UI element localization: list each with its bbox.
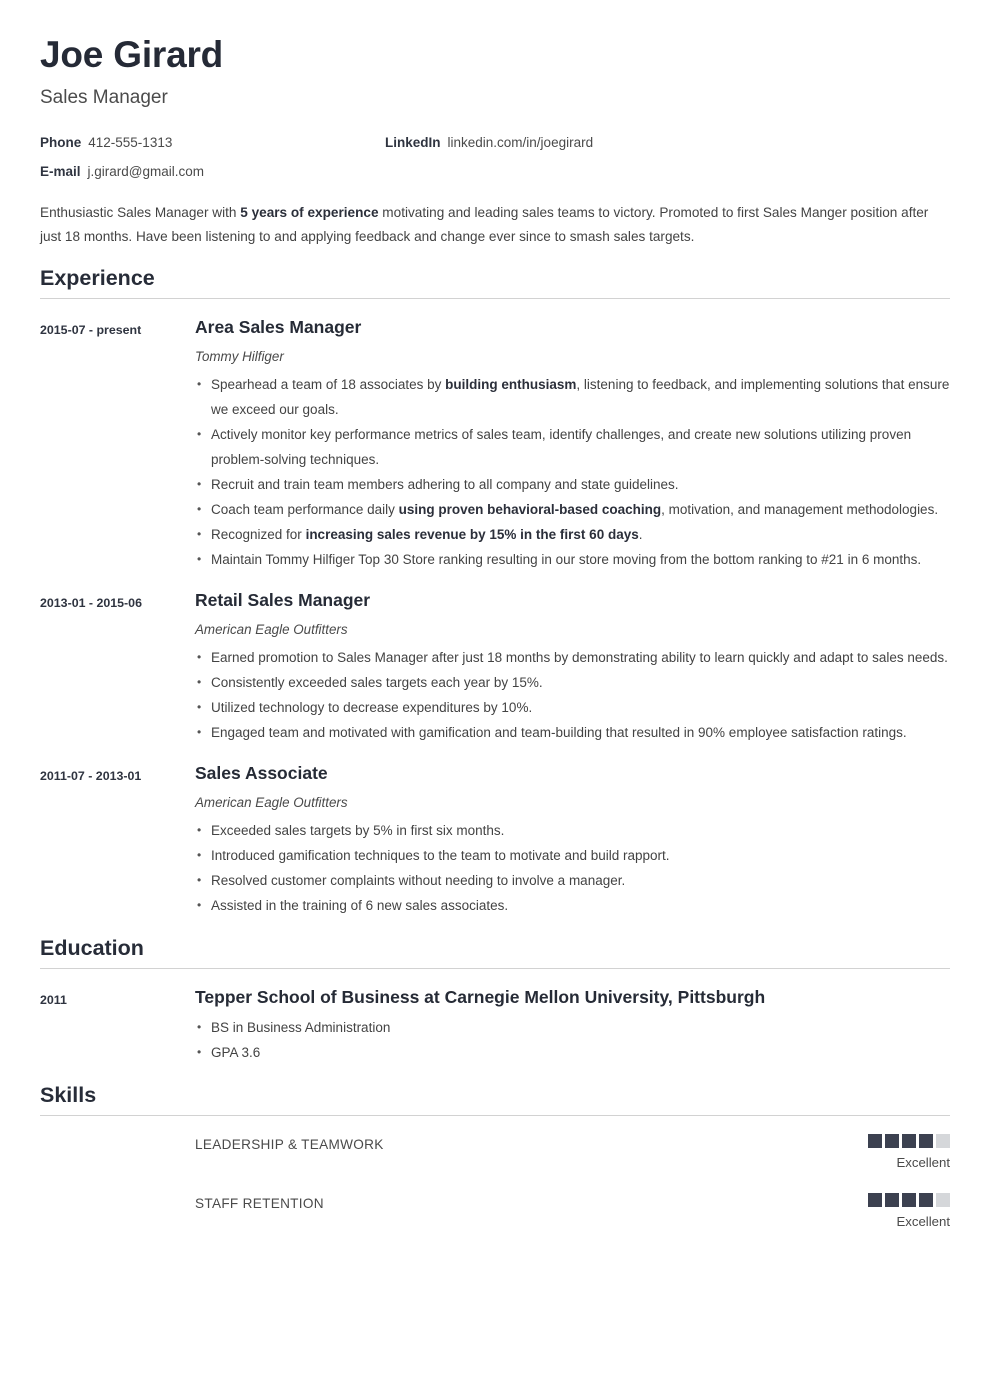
bullet-item: • Spearhead a team of 18 associates by building enthusiasm, listening to feedback, and implementing solutions that ensure we exceed our goals.	[195, 373, 950, 423]
experience-entries	[40, 317, 950, 919]
rating-level-label: Excellent	[896, 1213, 950, 1229]
section-divider	[40, 298, 950, 299]
contact-label: Phone	[40, 135, 82, 151]
entry-title: Sales Associate	[195, 763, 328, 784]
rating-square-filled	[902, 1134, 916, 1148]
bullet-item: • GPA 3.6	[195, 1041, 950, 1066]
bullet-item: • Recruit and train team members adhering to all company and state guidelines.	[195, 473, 950, 498]
contact-value[interactable]: j.girard@gmail.com	[87, 164, 204, 180]
section-title-experience: Experience	[40, 266, 155, 291]
entry-company: American Eagle Outfitters	[195, 794, 348, 810]
resume-entry	[40, 987, 950, 1066]
contact-linkedin[interactable]	[385, 135, 593, 150]
rating-square-filled	[919, 1193, 933, 1207]
contact-row	[40, 135, 950, 150]
emphasis: building enthusiasm	[445, 377, 577, 393]
contact-label: LinkedIn	[385, 135, 441, 151]
rating-square-filled	[885, 1193, 899, 1207]
bullet-item: • Introduced gamification techniques to the team to motivate and build rapport.	[195, 844, 950, 869]
contact-phone	[40, 135, 385, 150]
skill-inner	[195, 1134, 950, 1171]
entry-bullet-list	[195, 819, 950, 919]
contact-email[interactable]	[40, 164, 385, 179]
section-education	[40, 936, 950, 1066]
section-title-skills: Skills	[40, 1082, 97, 1107]
rating-squares	[868, 1193, 950, 1207]
bullet-item: • Utilized technology to decrease expenditures by 10%.	[195, 696, 950, 721]
section-skills	[40, 1083, 950, 1229]
contact-label: E-mail	[40, 164, 81, 180]
bullet-item: • Maintain Tommy Hilfiger Top 30 Store ranking resulting in our store moving from the bottom ranking to #21 in 6 months.	[195, 548, 950, 573]
education-entries	[40, 987, 950, 1066]
entry-date: 2015-07 - present	[40, 322, 142, 337]
entry-body	[195, 590, 950, 746]
resume-entry	[40, 317, 950, 573]
bullet-item: • Actively monitor key performance metrics of sales team, identify challenges, and create new solutions utilizing proven problem-solving techniques.	[195, 423, 950, 473]
skill-inner	[195, 1193, 950, 1230]
rating-square-empty	[936, 1193, 950, 1207]
skill-row	[40, 1193, 950, 1230]
candidate-job-title: Sales Manager	[40, 86, 168, 108]
entry-date: 2011	[40, 993, 67, 1008]
bullet-item: • Recognized for increasing sales revenue by 15% in the first 60 days.	[195, 523, 950, 548]
bullet-item: • Exceeded sales targets by 5% in first six months.	[195, 819, 950, 844]
rating-square-filled	[885, 1134, 899, 1148]
rating-square-filled	[902, 1193, 916, 1207]
resume-header	[40, 34, 950, 248]
rating-square-filled	[919, 1134, 933, 1148]
bullet-item: • Resolved customer complaints without needing to involve a manager.	[195, 869, 950, 894]
entry-company: Tommy Hilfiger	[195, 348, 284, 364]
rating-square-empty	[936, 1134, 950, 1148]
bullet-item: • BS in Business Administration	[195, 1016, 950, 1041]
entry-bullet-list	[195, 646, 950, 746]
resume-entry	[40, 590, 950, 746]
skill-name: LEADERSHIP & TEAMWORK	[195, 1136, 384, 1152]
rating-squares	[868, 1134, 950, 1148]
section-divider	[40, 968, 950, 969]
section-divider	[40, 1115, 950, 1116]
contact-value: 412-555-1313	[88, 135, 173, 151]
contact-row	[40, 164, 950, 179]
bullet-item: • Assisted in the training of 6 new sales associates.	[195, 894, 950, 919]
rating-square-filled	[868, 1134, 882, 1148]
skill-row	[40, 1134, 950, 1171]
section-title-education: Education	[40, 936, 144, 961]
bullet-item: • Engaged team and motivated with gamification and team-building that resulted in 90% employee satisfaction ratings.	[195, 721, 950, 746]
entry-bullet-list	[195, 1016, 950, 1066]
emphasis: 5 years of experience	[240, 205, 379, 221]
resume-entry	[40, 763, 950, 919]
entry-body	[195, 763, 950, 919]
rating-square-filled	[868, 1193, 882, 1207]
entry-bullet-list	[195, 373, 950, 573]
professional-summary: Enthusiastic Sales Manager with 5 years of experience motivating and leading sales teams to victory. Promoted to first Sales Manger position after just 18 months. Have been listening to and applying feedback and change ever since to smash sales targets.	[40, 205, 929, 244]
skills-list	[40, 1134, 950, 1230]
entry-body	[195, 987, 950, 1066]
contact-details	[40, 135, 950, 179]
skill-rating	[868, 1193, 950, 1230]
emphasis: increasing sales revenue by 15% in the first 60 days	[305, 527, 639, 542]
bullet-item: • Earned promotion to Sales Manager after just 18 months by demonstrating ability to learn quickly and adapt to sales needs.	[195, 646, 950, 671]
entry-company: American Eagle Outfitters	[195, 621, 348, 637]
rating-level-label: Excellent	[896, 1154, 950, 1170]
skill-rating	[868, 1134, 950, 1171]
emphasis: using proven behavioral-based coaching	[398, 502, 662, 518]
entry-date: 2011-07 - 2013-01	[40, 769, 142, 784]
skill-name: STAFF RETENTION	[195, 1195, 324, 1211]
bullet-item: • Consistently exceeded sales targets each year by 15%.	[195, 671, 950, 696]
entry-title: Tepper School of Business at Carnegie Mellon University, Pittsburgh	[195, 987, 766, 1008]
contact-value[interactable]: linkedin.com/in/joegirard	[447, 135, 594, 151]
entry-title: Retail Sales Manager	[195, 589, 371, 610]
entry-title: Area Sales Manager	[195, 316, 362, 337]
entry-date: 2013-01 - 2015-06	[40, 595, 142, 610]
section-experience	[40, 266, 950, 919]
bullet-item: • Coach team performance daily using proven behavioral-based coaching, motivation, and management methodologies.	[195, 498, 950, 523]
candidate-name: Joe Girard	[40, 34, 224, 75]
entry-body	[195, 317, 950, 573]
